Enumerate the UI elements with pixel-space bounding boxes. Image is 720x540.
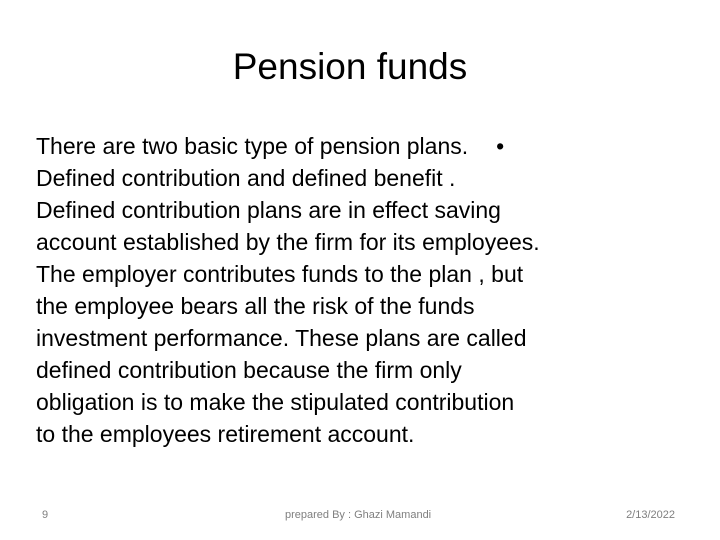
body-line: defined contribution because the firm only (36, 357, 462, 383)
body-line: obligation is to make the stipulated contribution (36, 389, 515, 415)
footer-author: prepared By : Ghazi Mamandi (285, 509, 432, 521)
body-line: The employer contributes funds to the plan , but (36, 261, 524, 287)
body-line: investment performance. These plans are called (36, 325, 527, 351)
body-line-text: There are two basic type of pension plans. (36, 133, 469, 159)
body-line: to the employees retirement account. (36, 421, 415, 447)
bullet-marker: • (496, 133, 505, 159)
slide-body (36, 130, 696, 450)
slide-title: Pension funds (232, 46, 468, 87)
body-line: Defined contribution plans are in effect saving (36, 197, 501, 223)
footer-date: 2/13/2022 (626, 509, 675, 521)
footer-page-number: 9 (42, 509, 49, 521)
body-line: account established by the firm for its employees. (36, 229, 540, 255)
body-line: the employee bears all the risk of the funds (36, 293, 475, 319)
body-line: Defined contribution and defined benefit . (36, 165, 456, 191)
body-line (36, 130, 696, 162)
